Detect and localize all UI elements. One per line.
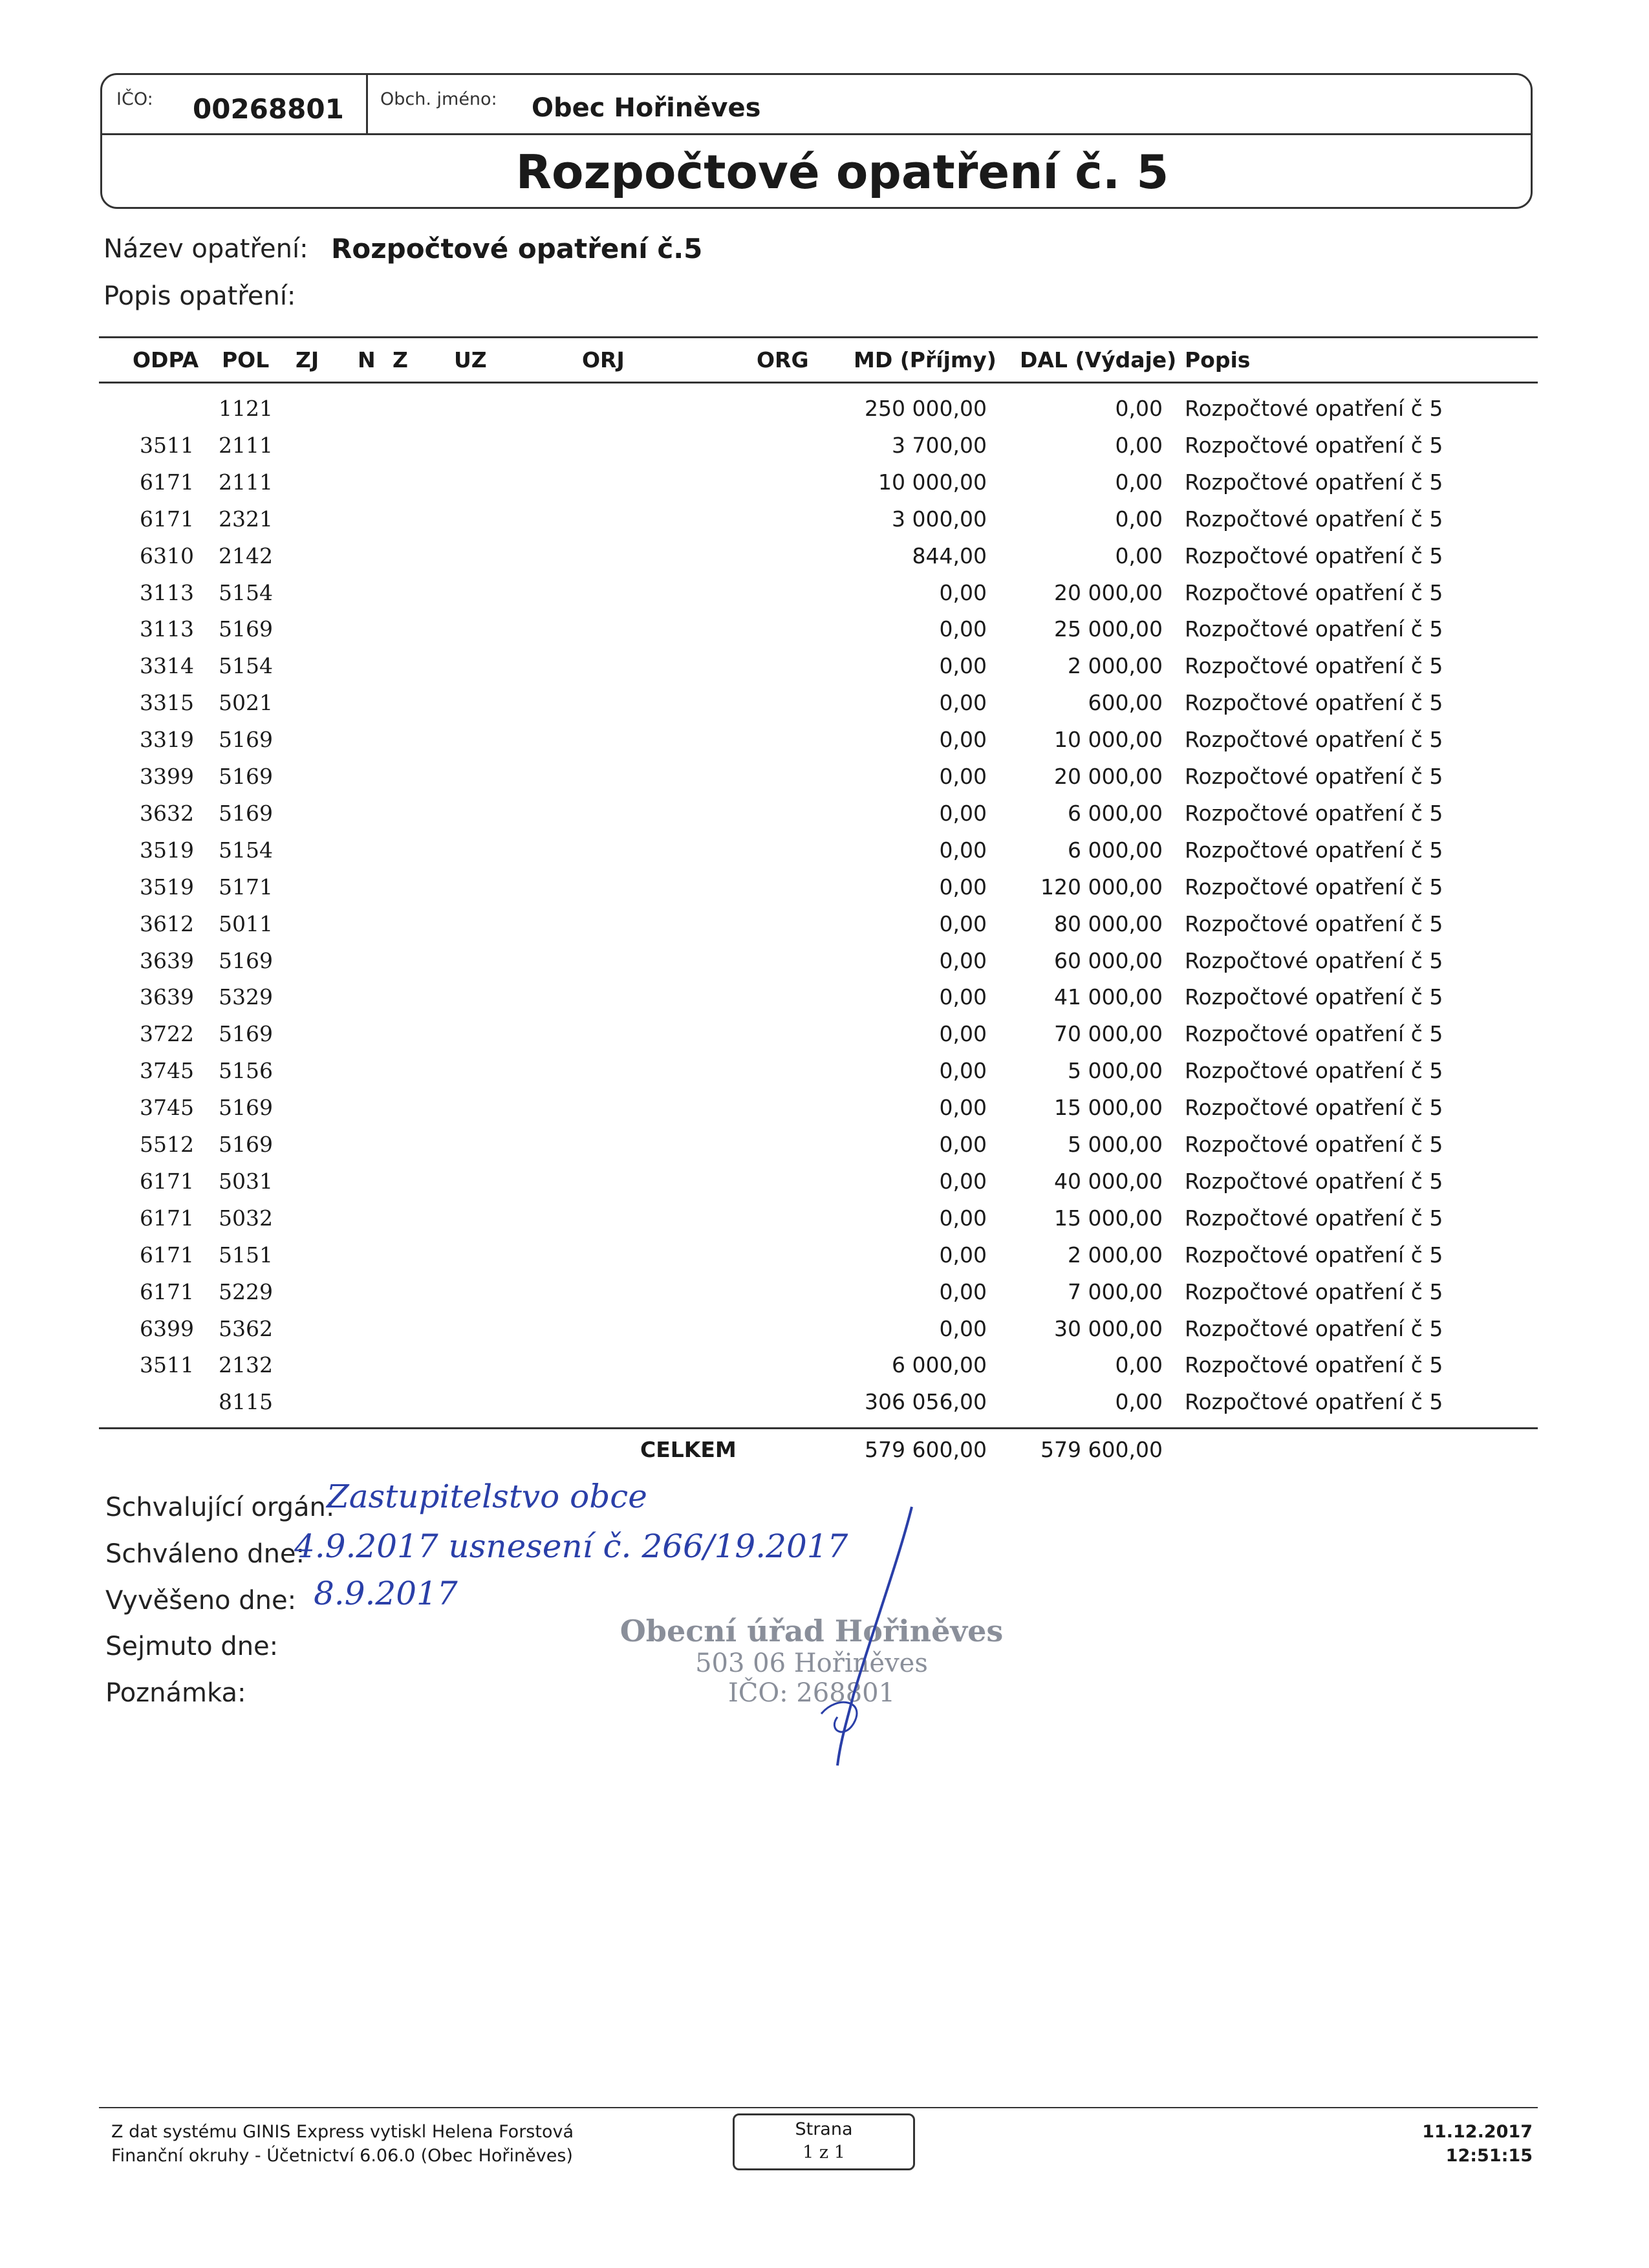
cell-pol: 5169: [219, 947, 273, 973]
cell-odpa: 3511: [140, 1352, 194, 1378]
cell-dal: 41 000,00: [1054, 984, 1163, 1010]
cell-popis: Rozpočtové opatření č 5: [1185, 1095, 1443, 1121]
page-indicator: [733, 2113, 915, 2170]
table-row: [0, 543, 1649, 580]
cell-dal: 0,00: [1115, 469, 1163, 495]
table-row: [0, 1058, 1649, 1095]
signature-icon: [776, 1500, 931, 1772]
cell-odpa: 3314: [140, 653, 194, 679]
cell-popis: Rozpočtové opatření č 5: [1185, 911, 1443, 936]
cell-dal: 5 000,00: [1068, 1058, 1163, 1084]
cell-pol: 5156: [219, 1058, 273, 1084]
cell-dal: 7 000,00: [1068, 1279, 1163, 1304]
cell-odpa: 3632: [140, 800, 194, 826]
table-row: [0, 948, 1649, 985]
col-popis: Popis: [1185, 347, 1251, 373]
cell-pol: 5169: [219, 616, 273, 642]
cell-md: 0,00: [939, 579, 987, 605]
cell-popis: Rozpočtové opatření č 5: [1185, 727, 1443, 753]
cell-odpa: 3722: [140, 1021, 194, 1047]
col-zj: ZJ: [296, 347, 319, 373]
cell-md: 0,00: [939, 837, 987, 863]
cell-pol: 5169: [219, 1132, 273, 1157]
cell-dal: 0,00: [1115, 396, 1163, 421]
cell-md: 0,00: [939, 1095, 987, 1121]
table-top-rule: [99, 336, 1538, 338]
cell-odpa: 3745: [140, 1095, 194, 1121]
cell-md: 306 056,00: [865, 1389, 987, 1415]
ico-value: 00268801: [193, 93, 344, 125]
cell-dal: 60 000,00: [1054, 947, 1163, 973]
table-row: [0, 396, 1649, 433]
nazev-label: Název opatření:: [103, 234, 308, 264]
cell-odpa: 3639: [140, 947, 194, 973]
table-row: [0, 801, 1649, 837]
cell-odpa: 3511: [140, 432, 194, 458]
col-z: Z: [393, 347, 408, 373]
table-header-rule: [99, 382, 1538, 383]
table-row: [0, 911, 1649, 948]
cell-md: 0,00: [939, 1021, 987, 1047]
table-row: [0, 1279, 1649, 1316]
table-row: [0, 1389, 1649, 1426]
cell-popis: Rozpočtové opatření č 5: [1185, 1242, 1443, 1268]
cell-popis: Rozpočtové opatření č 5: [1185, 1132, 1443, 1157]
col-odpa: ODPA: [133, 347, 199, 373]
cell-dal: 20 000,00: [1054, 764, 1163, 789]
cell-dal: 70 000,00: [1054, 1021, 1163, 1047]
total-dal: 579 600,00: [1040, 1437, 1163, 1462]
cell-md: 10 000,00: [878, 469, 987, 495]
cell-popis: Rozpočtové opatření č 5: [1185, 1352, 1443, 1378]
cell-popis: Rozpočtové opatření č 5: [1185, 1168, 1443, 1194]
schvalujici-label: Schvalující orgán:: [105, 1493, 335, 1522]
col-org: ORG: [757, 347, 809, 373]
table-row: [0, 506, 1649, 543]
cell-pol: 5229: [219, 1279, 273, 1304]
cell-md: 0,00: [939, 690, 987, 716]
cell-dal: 5 000,00: [1068, 1132, 1163, 1157]
cell-pol: 5151: [219, 1242, 273, 1268]
cell-odpa: 3612: [140, 911, 194, 936]
col-orj: ORJ: [582, 347, 625, 373]
obch-label: Obch. jméno:: [380, 89, 497, 109]
obch-value: Obec Hořiněves: [532, 93, 761, 123]
header-divider: [366, 75, 368, 133]
cell-dal: 15 000,00: [1054, 1095, 1163, 1121]
print-time: 12:51:15: [1445, 2146, 1533, 2166]
vyveseno-label: Vyvěšeno dne:: [105, 1586, 297, 1615]
cell-odpa: 3113: [140, 579, 194, 605]
cell-popis: Rozpočtové opatření č 5: [1185, 1021, 1443, 1047]
cell-pol: 5329: [219, 984, 273, 1010]
table-row: [0, 580, 1649, 617]
cell-pol: 2142: [219, 543, 273, 568]
cell-dal: 600,00: [1088, 690, 1163, 716]
cell-md: 844,00: [912, 543, 987, 568]
cell-dal: 0,00: [1115, 432, 1163, 458]
page-label: Strana: [795, 2119, 853, 2139]
cell-dal: 20 000,00: [1054, 579, 1163, 605]
cell-odpa: 6171: [140, 469, 194, 495]
cell-pol: 5154: [219, 653, 273, 679]
col-pol: POL: [222, 347, 270, 373]
nazev-value: Rozpočtové opatření č.5: [331, 233, 703, 265]
cell-md: 0,00: [939, 874, 987, 900]
page-value: 1 z 1: [803, 2143, 845, 2163]
table-row: [0, 1169, 1649, 1205]
table-row: [0, 470, 1649, 506]
cell-pol: 2321: [219, 506, 273, 532]
schvaleno-handwritten: 4.9.2017 usnesení č. 266/19.2017: [294, 1528, 848, 1565]
cell-dal: 40 000,00: [1054, 1168, 1163, 1194]
cell-pol: 5169: [219, 764, 273, 789]
stamp-line2: 503 06 Hořiněves: [695, 1648, 928, 1678]
footer-module-line: Finanční okruhy - Účetnictví 6.06.0 (Obec Hořiněves): [111, 2146, 573, 2166]
cell-odpa: 6171: [140, 1242, 194, 1268]
cell-odpa: 3519: [140, 837, 194, 863]
cell-dal: 0,00: [1115, 506, 1163, 532]
cell-pol: 5154: [219, 837, 273, 863]
cell-md: 6 000,00: [892, 1352, 987, 1378]
table-row: [0, 653, 1649, 690]
cell-odpa: 6171: [140, 1205, 194, 1231]
stamp-line1: Obecní úřad Hořiněves: [620, 1614, 1004, 1648]
table-row: [0, 984, 1649, 1021]
cell-dal: 30 000,00: [1054, 1315, 1163, 1341]
footer-right: [1422, 2120, 1533, 2168]
schvaleno-label: Schváleno dne:: [105, 1539, 305, 1569]
cell-pol: 5169: [219, 1095, 273, 1121]
table-row: [0, 1352, 1649, 1389]
cell-dal: 0,00: [1115, 543, 1163, 568]
cell-odpa: 3113: [140, 616, 194, 642]
cell-pol: 1121: [219, 396, 273, 421]
cell-md: 3 000,00: [892, 506, 987, 532]
cell-md: 0,00: [939, 653, 987, 679]
table-row: [0, 1242, 1649, 1279]
cell-md: 0,00: [939, 616, 987, 642]
cell-odpa: 3315: [140, 690, 194, 716]
cell-pol: 5154: [219, 579, 273, 605]
cell-dal: 0,00: [1115, 1352, 1163, 1378]
cell-dal: 6 000,00: [1068, 800, 1163, 826]
cell-popis: Rozpočtové opatření č 5: [1185, 543, 1443, 568]
cell-md: 0,00: [939, 1205, 987, 1231]
header-box: [100, 73, 1533, 209]
cell-popis: Rozpočtové opatření č 5: [1185, 1279, 1443, 1304]
cell-pol: 5362: [219, 1315, 273, 1341]
cell-dal: 6 000,00: [1068, 837, 1163, 863]
table-row: [0, 764, 1649, 801]
cell-odpa: 3519: [140, 874, 194, 900]
sejmuto-label: Sejmuto dne:: [105, 1632, 279, 1661]
vyveseno-handwritten: 8.9.2017: [314, 1575, 458, 1612]
table-row: [0, 433, 1649, 470]
cell-odpa: 5512: [140, 1132, 194, 1157]
cell-popis: Rozpočtové opatření č 5: [1185, 800, 1443, 826]
cell-odpa: 6171: [140, 1279, 194, 1304]
cell-popis: Rozpočtové opatření č 5: [1185, 690, 1443, 716]
cell-popis: Rozpočtové opatření č 5: [1185, 1058, 1443, 1084]
total-md: 579 600,00: [865, 1437, 987, 1462]
cell-dal: 2 000,00: [1068, 1242, 1163, 1268]
cell-dal: 2 000,00: [1068, 653, 1163, 679]
cell-md: 0,00: [939, 1279, 987, 1304]
table-row: [0, 837, 1649, 874]
cell-popis: Rozpočtové opatření č 5: [1185, 616, 1443, 642]
cell-pol: 5032: [219, 1205, 273, 1231]
cell-md: 0,00: [939, 947, 987, 973]
footer-system-line: Z dat systému GINIS Express vytiskl Helena Forstová: [111, 2122, 574, 2142]
cell-odpa: 3745: [140, 1058, 194, 1084]
cell-popis: Rozpočtové opatření č 5: [1185, 653, 1443, 679]
table-row: [0, 1095, 1649, 1132]
cell-popis: Rozpočtové opatření č 5: [1185, 579, 1443, 605]
cell-odpa: 6171: [140, 506, 194, 532]
cell-pol: 2111: [219, 432, 273, 458]
cell-odpa: 6399: [140, 1315, 194, 1341]
cell-popis: Rozpočtové opatření č 5: [1185, 874, 1443, 900]
cell-popis: Rozpočtové opatření č 5: [1185, 506, 1443, 532]
cell-pol: 2111: [219, 469, 273, 495]
cell-md: 0,00: [939, 727, 987, 753]
print-date: 11.12.2017: [1422, 2122, 1533, 2142]
popis-label: Popis opatření:: [103, 281, 296, 311]
cell-md: 250 000,00: [865, 396, 987, 421]
table-bottom-rule: [99, 1427, 1538, 1429]
cell-md: 0,00: [939, 1058, 987, 1084]
header-top-row: [102, 75, 1531, 135]
cell-pol: 5169: [219, 727, 273, 753]
total-label: CELKEM: [640, 1437, 737, 1462]
table-row: [0, 1021, 1649, 1058]
cell-pol: 5169: [219, 1021, 273, 1047]
cell-odpa: 3319: [140, 727, 194, 753]
cell-dal: 15 000,00: [1054, 1205, 1163, 1231]
col-md: MD (Příjmy): [854, 347, 997, 373]
cell-popis: Rozpočtové opatření č 5: [1185, 1389, 1443, 1415]
table-row: [0, 690, 1649, 727]
cell-popis: Rozpočtové opatření č 5: [1185, 469, 1443, 495]
cell-pol: 5169: [219, 800, 273, 826]
cell-popis: Rozpočtové opatření č 5: [1185, 396, 1443, 421]
table-row: [0, 616, 1649, 653]
table-row: [0, 1132, 1649, 1169]
cell-pol: 2132: [219, 1352, 273, 1378]
cell-popis: Rozpočtové opatření č 5: [1185, 432, 1443, 458]
cell-popis: Rozpočtové opatření č 5: [1185, 764, 1443, 789]
cell-odpa: 3399: [140, 764, 194, 789]
cell-md: 0,00: [939, 911, 987, 936]
ico-label: IČO:: [116, 89, 153, 109]
col-uz: UZ: [454, 347, 487, 373]
cell-odpa: 3639: [140, 984, 194, 1010]
page-title: Rozpočtové opatření č. 5: [515, 145, 1169, 199]
cell-dal: 80 000,00: [1054, 911, 1163, 936]
cell-popis: Rozpočtové opatření č 5: [1185, 984, 1443, 1010]
cell-popis: Rozpočtové opatření č 5: [1185, 1205, 1443, 1231]
footer-rule: [99, 2107, 1538, 2108]
cell-pol: 5171: [219, 874, 273, 900]
cell-md: 0,00: [939, 1242, 987, 1268]
cell-dal: 10 000,00: [1054, 727, 1163, 753]
cell-popis: Rozpočtové opatření č 5: [1185, 1315, 1443, 1341]
cell-dal: 25 000,00: [1054, 616, 1163, 642]
cell-dal: 120 000,00: [1040, 874, 1163, 900]
cell-dal: 0,00: [1115, 1389, 1163, 1415]
table-row: [0, 1316, 1649, 1353]
cell-md: 3 700,00: [892, 432, 987, 458]
poznamka-label: Poznámka:: [105, 1678, 246, 1708]
col-dal: DAL (Výdaje): [1020, 347, 1177, 373]
cell-md: 0,00: [939, 764, 987, 789]
cell-odpa: 6310: [140, 543, 194, 568]
footer-left: [111, 2120, 574, 2168]
table-row: [0, 727, 1649, 764]
cell-popis: Rozpočtové opatření č 5: [1185, 837, 1443, 863]
cell-pol: 5021: [219, 690, 273, 716]
cell-md: 0,00: [939, 984, 987, 1010]
cell-md: 0,00: [939, 800, 987, 826]
cell-odpa: 6171: [140, 1168, 194, 1194]
cell-pol: 5031: [219, 1168, 273, 1194]
table-row: [0, 1205, 1649, 1242]
cell-popis: Rozpočtové opatření č 5: [1185, 947, 1443, 973]
cell-pol: 8115: [219, 1389, 273, 1415]
col-n: N: [358, 347, 376, 373]
stamp-line3: IČO: 268801: [727, 1678, 896, 1708]
table-row: [0, 874, 1649, 911]
cell-md: 0,00: [939, 1168, 987, 1194]
cell-md: 0,00: [939, 1132, 987, 1157]
cell-md: 0,00: [939, 1315, 987, 1341]
cell-pol: 5011: [219, 911, 273, 936]
schvalujici-handwritten: Zastupitelstvo obce: [327, 1478, 647, 1515]
